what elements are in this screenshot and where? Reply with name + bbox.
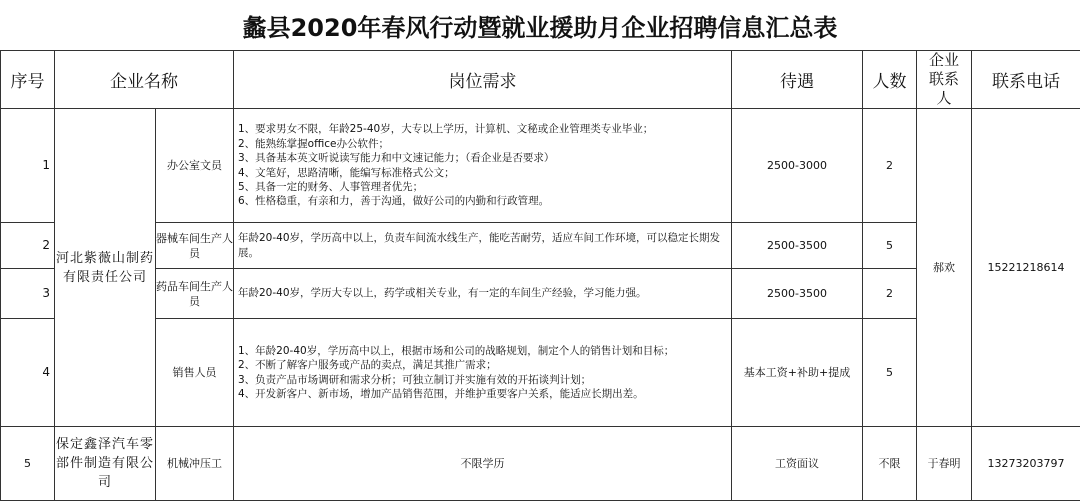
company-name: 保定鑫泽汽车零部件制造有限公司: [55, 427, 156, 501]
requirement-line: 年龄20-40岁，学历大专以上，药学或相关专业，有一定的车间生产经验，学习能力强。: [238, 286, 727, 300]
header-requirements: 岗位需求: [234, 51, 732, 109]
contact-cell: 郝欢: [917, 109, 972, 427]
requirements-cell: [234, 109, 732, 223]
requirement-line: 3、具备基本英文听说读写能力和中文速记能力；（看企业是否要求）: [238, 151, 727, 165]
requirement-line: 4、开发新客户、新市场，增加产品销售范围，并维护重要客户关系，能适应长期出差。: [238, 387, 727, 401]
count-cell: 2: [863, 109, 917, 223]
salary-cell: 2500-3500: [732, 269, 863, 319]
requirements-cell: [234, 269, 732, 319]
salary-cell: 基本工资+补助+提成: [732, 319, 863, 427]
row-seq: 4: [1, 319, 55, 427]
contact-cell: 于春明: [917, 427, 972, 501]
requirement-line: 3、负责产品市场调研和需求分析；可独立制订并实施有效的开拓谈判计划；: [238, 373, 727, 387]
requirements-cell: 不限学历: [234, 427, 732, 501]
requirement-line: 年龄20-40岁，学历高中以上，负责车间流水线生产，能吃苦耐劳，适应车间工作环境，可以稳定长期发展。: [238, 231, 727, 260]
requirement-line: 2、能熟练掌握office办公软件；: [238, 137, 727, 151]
header-seq: 序号: [1, 51, 55, 109]
count-cell: 不限: [863, 427, 917, 501]
requirement-line: 1、要求男女不限，年龄25-40岁，大专以上学历，计算机、文秘或企业管理类专业毕业；: [238, 122, 727, 136]
header-row: [1, 51, 1080, 109]
page-title: 蠡县2020年春风行动暨就业援助月企业招聘信息汇总表: [0, 0, 1080, 51]
row-seq: 1: [1, 109, 55, 223]
position-name: 机械冲压工: [156, 427, 234, 501]
header-salary: 待遇: [732, 51, 863, 109]
requirement-line: 4、文笔好，思路清晰，能编写标准格式公文；: [238, 166, 727, 180]
salary-cell: 2500-3000: [732, 109, 863, 223]
header-company: 企业名称: [55, 51, 234, 109]
count-cell: 5: [863, 223, 917, 269]
count-cell: 5: [863, 319, 917, 427]
header-count: 人数: [863, 51, 917, 109]
table-row: [1, 109, 1080, 223]
salary-cell: 2500-3500: [732, 223, 863, 269]
requirement-line: 1、年龄20-40岁，学历高中以上，根据市场和公司的战略规划，制定个人的销售计划和目标；: [238, 344, 727, 358]
header-phone: 联系电话: [972, 51, 1080, 109]
header-contact: 企业联系人: [917, 51, 972, 109]
row-seq: 2: [1, 223, 55, 269]
company-name: 河北紫薇山制药有限责任公司: [55, 109, 156, 427]
phone-cell: 15221218614: [972, 109, 1080, 427]
position-name: 办公室文员: [156, 109, 234, 223]
requirement-line: 5、具备一定的财务、人事管理者优先；: [238, 180, 727, 194]
requirements-cell: [234, 223, 732, 269]
requirement-line: 6、性格稳重，有亲和力，善于沟通，做好公司的内勤和行政管理。: [238, 194, 727, 208]
position-name: 药品车间生产人员: [156, 269, 234, 319]
count-cell: 2: [863, 269, 917, 319]
salary-cell: 工资面议: [732, 427, 863, 501]
recruitment-table: [0, 50, 1080, 501]
requirement-line: 2、不断了解客户服务或产品的卖点，满足其推广需求；: [238, 358, 727, 372]
table-row: [1, 427, 1080, 501]
position-name: 销售人员: [156, 319, 234, 427]
requirements-cell: [234, 319, 732, 427]
row-seq: 3: [1, 269, 55, 319]
phone-cell: 13273203797: [972, 427, 1080, 501]
row-seq: 5: [1, 427, 55, 501]
position-name: 器械车间生产人员: [156, 223, 234, 269]
